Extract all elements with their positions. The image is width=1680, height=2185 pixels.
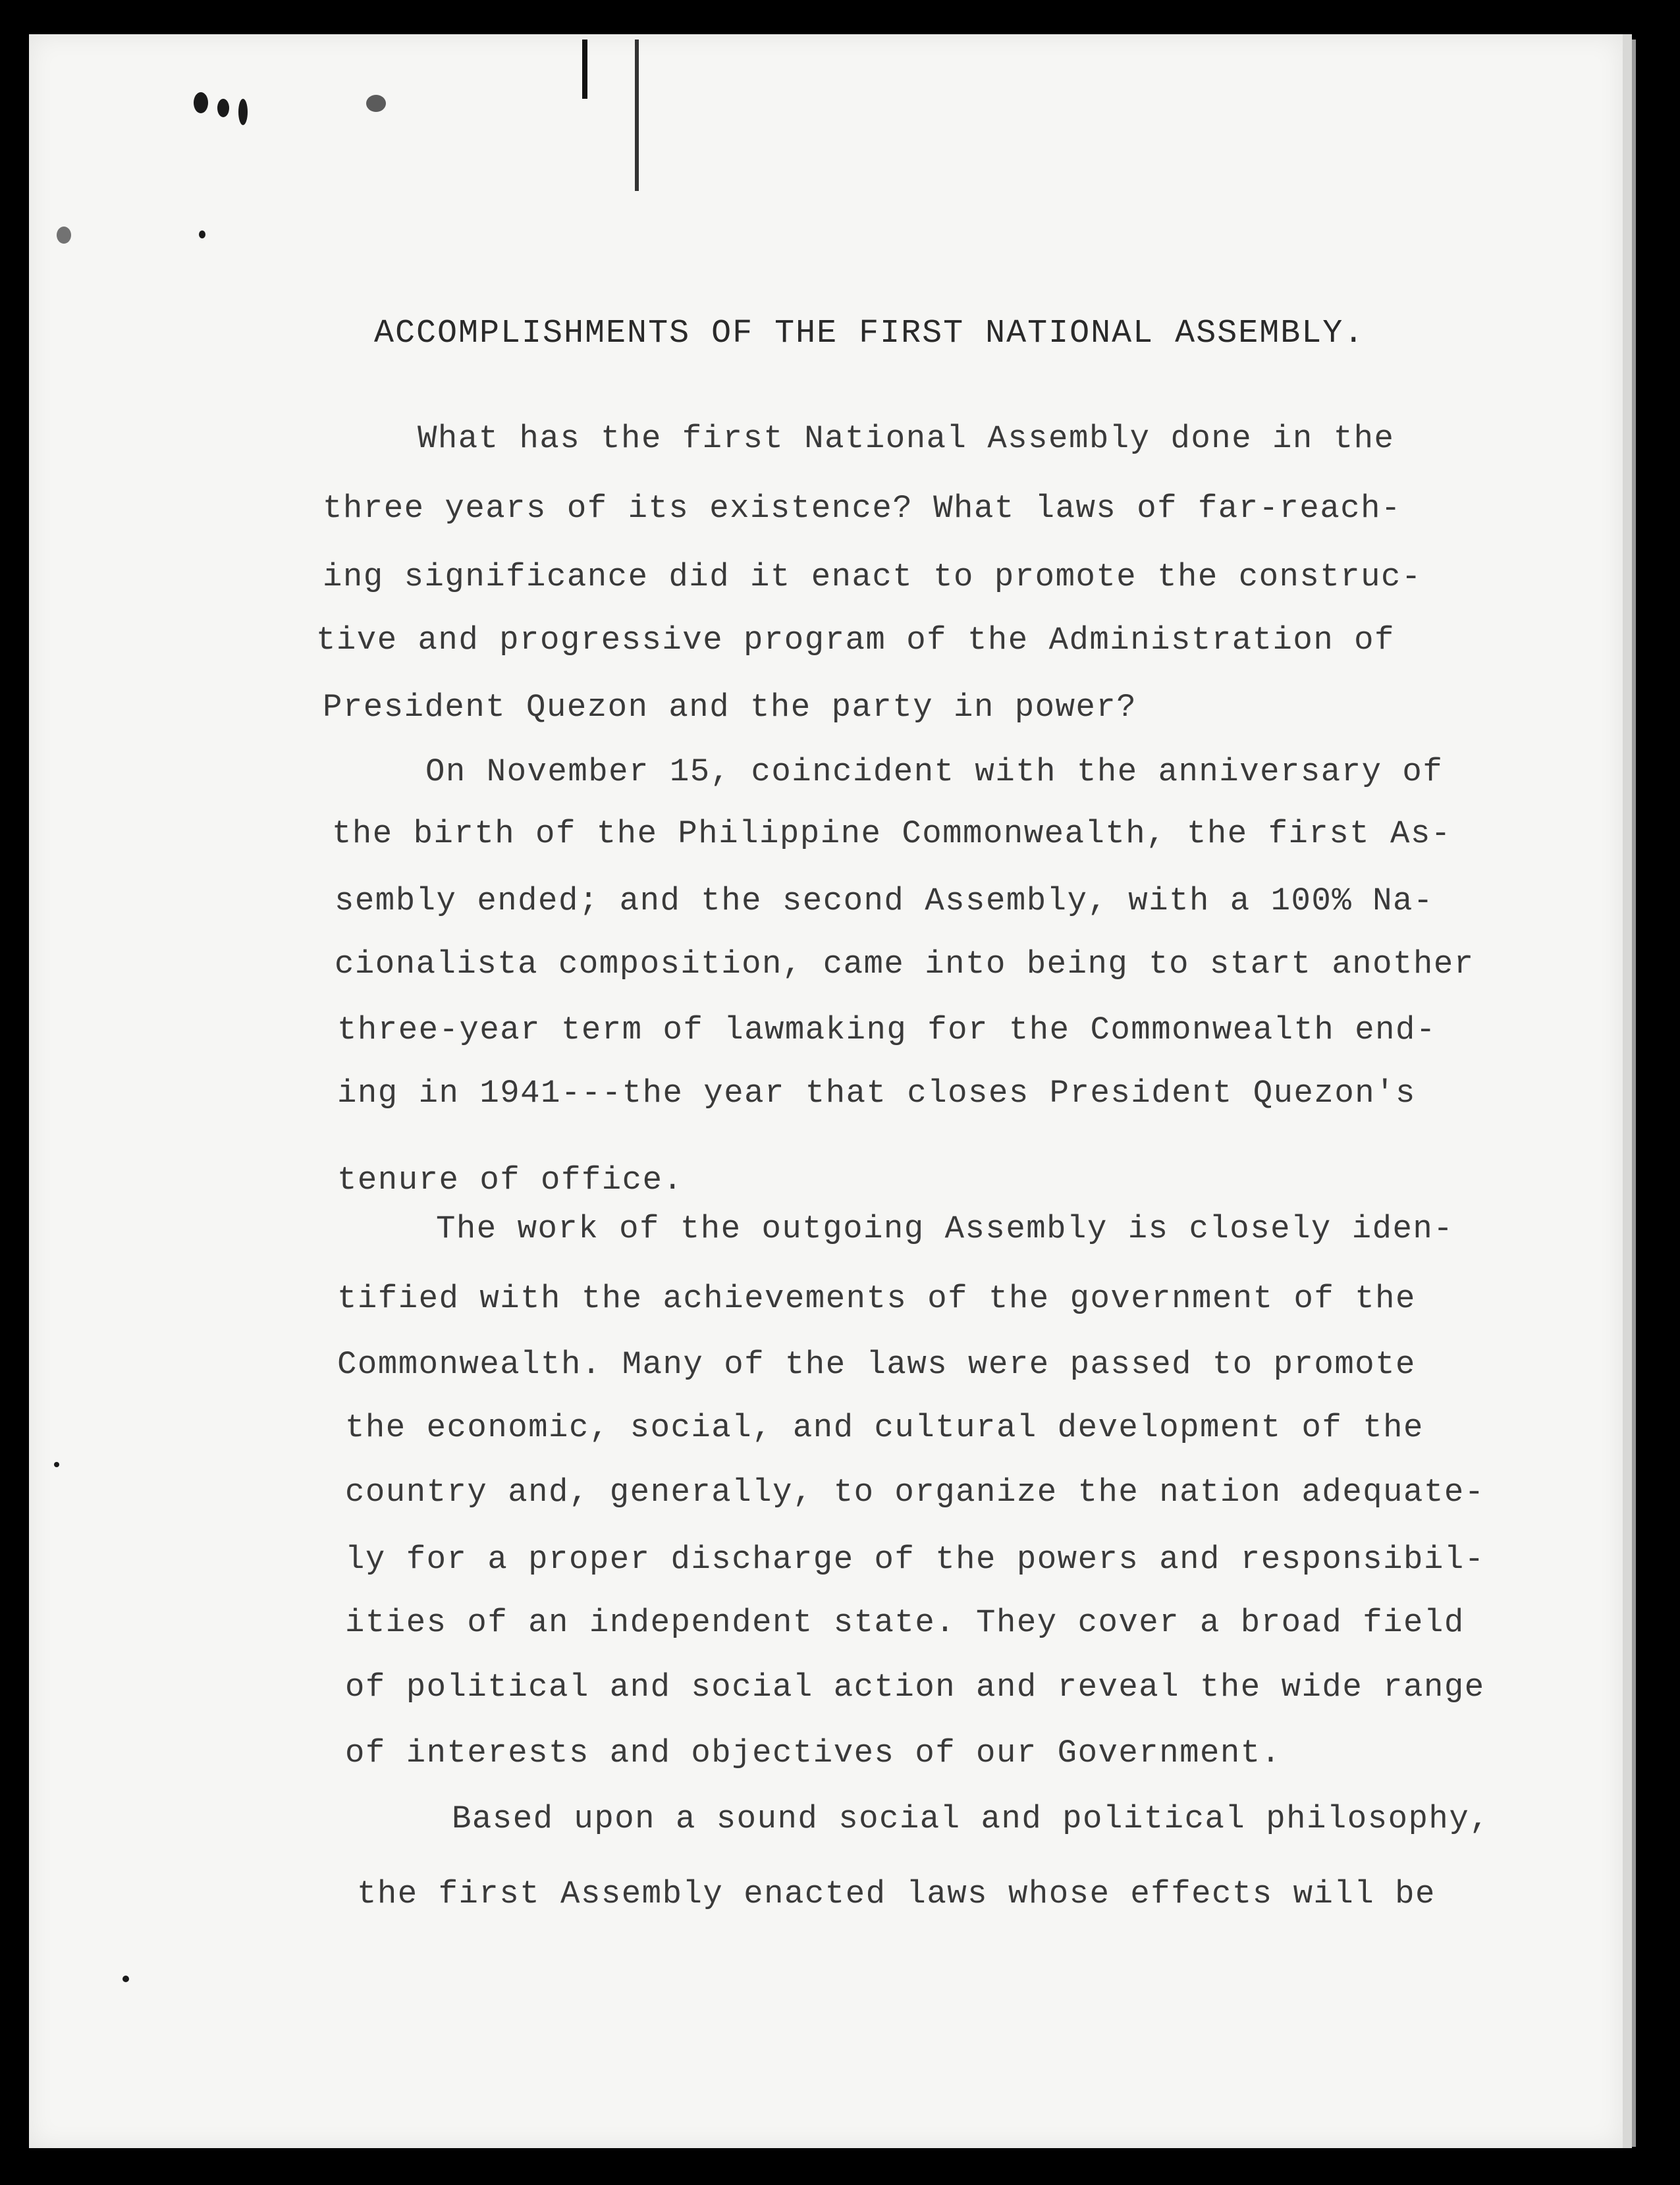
page-edge-shadow <box>1632 40 1636 2147</box>
page-edge <box>1623 34 1632 2148</box>
ink-speck <box>366 95 386 112</box>
text-line: ing significance did it enact to promote the construc- <box>323 558 1422 595</box>
ink-speck <box>54 1462 59 1467</box>
ink-speck <box>122 1976 129 1982</box>
text-line: ing in 1941---the year that closes President Quezon's <box>337 1075 1416 1112</box>
ink-speck <box>199 230 205 238</box>
ink-speck <box>217 99 229 117</box>
text-line: sembly ended; and the second Assembly, with a 100% Na- <box>335 882 1434 919</box>
ink-speck <box>238 99 248 125</box>
text-line: ities of an independent state. They cover a broad field <box>345 1604 1465 1641</box>
text-line: The work of the outgoing Assembly is closely iden- <box>436 1210 1454 1247</box>
text-line: What has the first National Assembly done in the <box>418 420 1395 457</box>
text-line: the birth of the Philippine Commonwealth, the first As- <box>332 815 1451 852</box>
text-line: Commonwealth. Many of the laws were passed to promote <box>337 1346 1416 1383</box>
text-line: tenure of office. <box>337 1162 684 1199</box>
text-line: ly for a proper discharge of the powers and responsibil- <box>345 1541 1485 1578</box>
ink-speck <box>57 227 71 244</box>
text-line: three years of its existence? What laws of far-reach- <box>323 490 1401 527</box>
text-line: the first Assembly enacted laws whose effects will be <box>357 1875 1436 1912</box>
document-title: ACCOMPLISHMENTS OF THE FIRST NATIONAL ASSEMBLY. <box>374 315 1365 352</box>
text-line: of political and social action and reveal the wide range <box>345 1669 1485 1706</box>
ink-speck <box>194 92 208 113</box>
text-line: tified with the achievements of the government of the <box>337 1280 1416 1317</box>
text-line: Based upon a sound social and political philosophy, <box>452 1800 1490 1837</box>
staple-mark <box>582 40 587 99</box>
text-line: President Quezon and the party in power? <box>323 689 1137 726</box>
text-line: country and, generally, to organize the nation adequate- <box>345 1474 1485 1511</box>
text-line: of interests and objectives of our Government. <box>345 1735 1282 1771</box>
text-line: three-year term of lawmaking for the Commonwealth end- <box>337 1012 1436 1048</box>
text-line: cionalista composition, came into being to start another <box>335 946 1475 983</box>
text-line: tive and progressive program of the Administration of <box>316 622 1395 659</box>
staple-mark <box>635 40 639 191</box>
text-line: On November 15, coincident with the anniversary of <box>425 753 1444 790</box>
text-line: the economic, social, and cultural development of the <box>345 1409 1424 1446</box>
